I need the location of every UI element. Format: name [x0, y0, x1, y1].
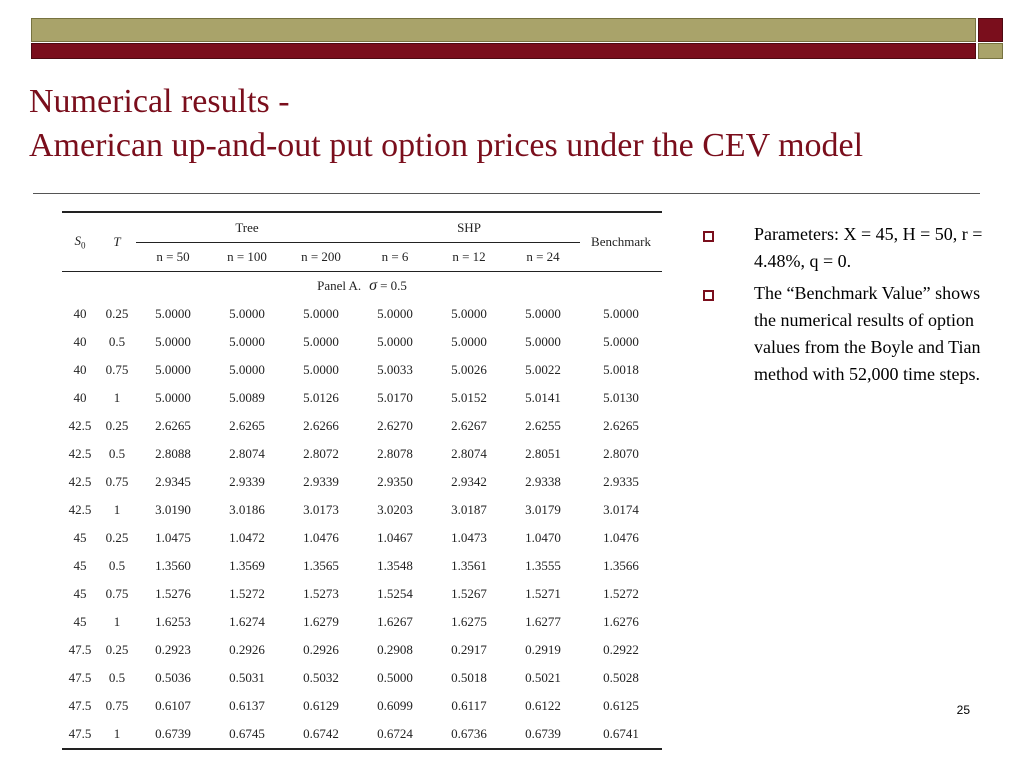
table-cell: 5.0000 [229, 306, 265, 321]
table-cell: 1 [113, 502, 121, 517]
header-shp: SHP [358, 212, 580, 243]
table-cell: 0.5032 [303, 670, 339, 685]
table-cell: 1.0473 [451, 530, 487, 545]
bullet-benchmark-text: The “Benchmark Value” shows the numerical results of option values from the Boyle and Tian method with 52,000 time steps. [754, 283, 981, 384]
table-cell: 1 [113, 614, 121, 629]
header-s0-subscript: 0 [81, 240, 86, 251]
table-row [62, 580, 662, 608]
table-cell: 3.0173 [303, 502, 339, 517]
bullet-parameters [703, 221, 993, 275]
table-cell: 2.6255 [525, 418, 561, 433]
table-cell: 5.0170 [377, 390, 413, 405]
header-t: T [113, 234, 121, 249]
table-row [62, 552, 662, 580]
table-cell: 3.0187 [451, 502, 487, 517]
table-cell: 2.9345 [155, 474, 191, 489]
table-cell: 0.6736 [451, 726, 487, 741]
table-cell: 3.0186 [229, 502, 265, 517]
header-s0-label: S [74, 233, 81, 249]
square-bullet-icon [703, 231, 714, 242]
table-cell: 1.3561 [451, 558, 487, 573]
table-cell: 40 [73, 306, 87, 321]
table-cell: 1.5267 [451, 586, 487, 601]
table-cell: 3.0190 [155, 502, 191, 517]
table-cell: 0.5 [108, 558, 126, 573]
table-cell: 5.0000 [303, 306, 339, 321]
table-cell: 1 [113, 726, 121, 741]
panel-label-cell [62, 272, 662, 301]
table-cell: 0.2919 [525, 642, 561, 657]
table-cell: 1.3548 [377, 558, 413, 573]
table-cell: 0.75 [105, 586, 129, 601]
table-cell: 40 [73, 362, 87, 377]
table-cell: 0.2926 [229, 642, 265, 657]
table-cell: 2.9339 [303, 474, 339, 489]
table-cell: 5.0000 [451, 334, 487, 349]
table-cell: 2.8070 [603, 446, 639, 461]
table-cell: 1.3555 [525, 558, 561, 573]
table-cell: 47.5 [68, 698, 92, 713]
table-cell: 0.5 [108, 334, 126, 349]
table-cell: 5.0152 [451, 390, 487, 405]
table-cell: 45 [73, 586, 87, 601]
table-cell: 0.6107 [155, 698, 191, 713]
table-cell: 5.0000 [155, 306, 191, 321]
table-cell: 0.6739 [155, 726, 191, 741]
table-cell: 5.0018 [603, 362, 639, 377]
table-cell: 2.9338 [525, 474, 561, 489]
table-cell: 47.5 [68, 642, 92, 657]
slide-title-line-2: American up-and-out put option prices under the CEV model [29, 127, 864, 164]
table-cell: 42.5 [68, 502, 92, 517]
table-cell: 42.5 [68, 474, 92, 489]
header-tree-n50: n = 50 [156, 249, 190, 264]
table-cell: 5.0000 [229, 362, 265, 377]
table-cell: 1.3565 [303, 558, 339, 573]
table-cell: 45 [73, 530, 87, 545]
table-cell: 0.6745 [229, 726, 265, 741]
panel-label: Panel A. [317, 278, 362, 293]
table-cell: 1.5272 [603, 586, 639, 601]
table-cell: 1.5272 [229, 586, 265, 601]
table-cell: 1.0467 [377, 530, 413, 545]
table-cell: 5.0000 [155, 362, 191, 377]
table-cell: 40 [73, 390, 87, 405]
table-cell: 0.5036 [155, 670, 191, 685]
title-divider [33, 193, 980, 194]
table-cell: 0.75 [105, 362, 129, 377]
table-cell: 1.6275 [451, 614, 487, 629]
table-cell: 1 [113, 390, 121, 405]
header-tree: Tree [136, 212, 358, 243]
table-cell: 0.2922 [603, 642, 639, 657]
table-cell: 1.6277 [525, 614, 561, 629]
table-cell: 2.6266 [303, 418, 339, 433]
table-cell: 5.0126 [303, 390, 339, 405]
table-cell: 5.0000 [155, 390, 191, 405]
table-cell: 0.5018 [451, 670, 487, 685]
table-cell: 2.8074 [229, 446, 265, 461]
table-cell: 0.6137 [229, 698, 265, 713]
table-cell: 0.5 [108, 446, 126, 461]
table-row [62, 328, 662, 356]
table-row [62, 692, 662, 720]
table-cell: 0.75 [105, 698, 129, 713]
table-row [62, 468, 662, 496]
table-cell: 0.25 [105, 642, 129, 657]
sigma-symbol: σ [369, 277, 378, 294]
table-row [62, 720, 662, 749]
panel-sigma-value: = 0.5 [380, 278, 407, 293]
header-square-olive [978, 43, 1003, 59]
table-cell: 2.6265 [229, 418, 265, 433]
table-cell: 5.0000 [525, 334, 561, 349]
table-cell: 0.2908 [377, 642, 413, 657]
table-cell: 2.9339 [229, 474, 265, 489]
table-cell: 2.6265 [155, 418, 191, 433]
table-cell: 47.5 [68, 726, 92, 741]
header-benchmark: Benchmark [591, 234, 651, 249]
table-cell: 5.0000 [303, 362, 339, 377]
header-shp-n6: n = 6 [381, 249, 409, 264]
table-row [62, 300, 662, 328]
table-cell: 5.0000 [525, 306, 561, 321]
results-table-container [62, 211, 662, 750]
table-cell: 1.5271 [525, 586, 561, 601]
table-cell: 3.0179 [525, 502, 561, 517]
table-cell: 0.6742 [303, 726, 339, 741]
table-row [62, 412, 662, 440]
table-cell: 1.6276 [603, 614, 639, 629]
table-cell: 0.6129 [303, 698, 339, 713]
table-cell: 1.3560 [155, 558, 191, 573]
table-cell: 5.0089 [229, 390, 265, 405]
table-cell: 1.0470 [525, 530, 561, 545]
table-cell: 5.0000 [451, 306, 487, 321]
table-cell: 5.0000 [155, 334, 191, 349]
table-cell: 2.6267 [451, 418, 487, 433]
table-cell: 0.25 [105, 306, 129, 321]
header-s0 [62, 212, 98, 272]
table-cell: 0.5 [108, 670, 126, 685]
table-cell: 5.0022 [525, 362, 561, 377]
table-cell: 42.5 [68, 446, 92, 461]
table-cell: 1.5276 [155, 586, 191, 601]
table-cell: 1.0475 [155, 530, 191, 545]
table-cell: 1.0472 [229, 530, 265, 545]
header-tree-n100: n = 100 [227, 249, 267, 264]
slide-title-line-1: Numerical results - [29, 83, 290, 120]
table-cell: 0.6117 [451, 698, 487, 713]
table-cell: 3.0203 [377, 502, 413, 517]
table-cell: 0.5000 [377, 670, 413, 685]
page-number: 25 [956, 703, 970, 717]
results-table-body [62, 300, 662, 749]
table-cell: 1.3569 [229, 558, 265, 573]
table-cell: 0.6125 [603, 698, 639, 713]
table-cell: 5.0000 [377, 334, 413, 349]
table-cell: 47.5 [68, 670, 92, 685]
table-cell: 5.0000 [377, 306, 413, 321]
table-cell: 2.8078 [377, 446, 413, 461]
table-cell: 2.9350 [377, 474, 413, 489]
bullet-list [703, 221, 993, 393]
table-cell: 1.6267 [377, 614, 413, 629]
table-row [62, 356, 662, 384]
table-cell: 0.5031 [229, 670, 265, 685]
table-cell: 5.0130 [603, 390, 639, 405]
panel-row [62, 272, 662, 301]
table-cell: 0.2923 [155, 642, 191, 657]
table-cell: 2.6270 [377, 418, 413, 433]
table-cell: 0.2917 [451, 642, 487, 657]
header-tree-n200: n = 200 [301, 249, 341, 264]
table-row [62, 524, 662, 552]
table-cell: 45 [73, 558, 87, 573]
header-shp-n12: n = 12 [452, 249, 486, 264]
header-band-olive [31, 18, 976, 42]
table-cell: 3.0174 [603, 502, 639, 517]
table-cell: 45 [73, 614, 87, 629]
table-cell: 0.6739 [525, 726, 561, 741]
table-cell: 2.6265 [603, 418, 639, 433]
table-cell: 5.0026 [451, 362, 487, 377]
table-cell: 1.6279 [303, 614, 339, 629]
table-cell: 0.6122 [525, 698, 561, 713]
table-cell: 1.5273 [303, 586, 339, 601]
results-table [62, 211, 662, 750]
table-cell: 5.0141 [525, 390, 561, 405]
table-cell: 0.75 [105, 474, 129, 489]
table-cell: 2.8088 [155, 446, 191, 461]
table-cell: 1.0476 [303, 530, 339, 545]
table-row [62, 384, 662, 412]
table-cell: 0.6099 [377, 698, 413, 713]
table-cell: 0.25 [105, 418, 129, 433]
header-shp-n24: n = 24 [526, 249, 560, 264]
table-cell: 1.6253 [155, 614, 191, 629]
table-row [62, 664, 662, 692]
slide-title [29, 80, 1019, 168]
table-cell: 42.5 [68, 418, 92, 433]
table-cell: 2.8074 [451, 446, 487, 461]
table-row [62, 636, 662, 664]
header-square-maroon [978, 18, 1003, 42]
table-cell: 0.5021 [525, 670, 561, 685]
table-cell: 0.6741 [603, 726, 639, 741]
table-cell: 1.5254 [377, 586, 413, 601]
table-cell: 40 [73, 334, 87, 349]
header-band-maroon [31, 43, 976, 59]
table-cell: 0.6724 [377, 726, 413, 741]
table-cell: 5.0000 [603, 334, 639, 349]
table-cell: 2.9335 [603, 474, 639, 489]
table-cell: 1.6274 [229, 614, 265, 629]
table-row [62, 440, 662, 468]
table-cell: 5.0000 [229, 334, 265, 349]
table-cell: 0.5028 [603, 670, 639, 685]
square-bullet-icon [703, 290, 714, 301]
table-cell: 1.0476 [603, 530, 639, 545]
table-cell: 1.3566 [603, 558, 639, 573]
table-row [62, 496, 662, 524]
bullet-parameters-text: Parameters: X = 45, H = 50, r = 4.48%, q = 0. [754, 224, 983, 271]
table-cell: 0.2926 [303, 642, 339, 657]
table-row [62, 608, 662, 636]
table-cell: 5.0033 [377, 362, 413, 377]
table-cell: 5.0000 [603, 306, 639, 321]
table-cell: 2.8051 [525, 446, 561, 461]
table-cell: 5.0000 [303, 334, 339, 349]
table-cell: 2.8072 [303, 446, 339, 461]
bullet-benchmark [703, 280, 993, 388]
table-cell: 2.9342 [451, 474, 487, 489]
table-cell: 0.25 [105, 530, 129, 545]
